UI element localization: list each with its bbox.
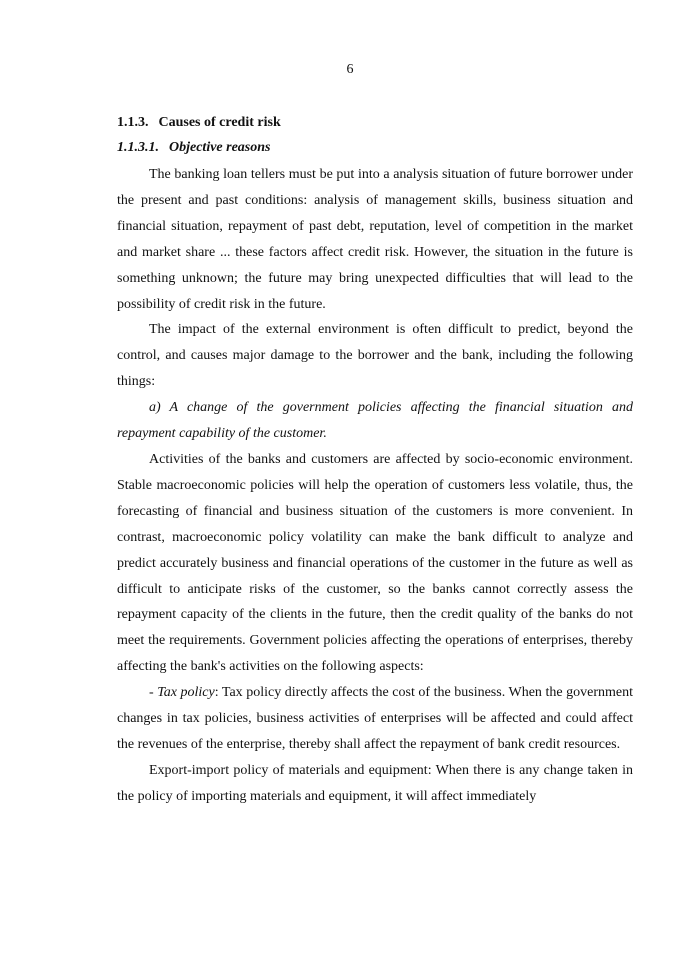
- page-number: 6: [346, 62, 354, 77]
- subsection-number: 1.1.3.1.: [117, 140, 159, 155]
- subsection-title: Objective reasons: [169, 140, 271, 155]
- subsection-heading: [117, 134, 633, 162]
- paragraph-4: Activities of the banks and customers are affected by socio-economic environment. Stable macroeconomic policies will help the operation of customers less volatile, thus, the forecasting of financial and business situation of the customers is more convenient. In contrast, macroeconomic policy volatility can make the bank difficult to analyze and predict accurately business and financial operations of the customer in the future as well as difficult to anticipate risks of the customer, so the banks cannot correctly assess the repayment capacity of the clients in the future, then the credit quality of the banks do not meet the requirements. Government policies affecting the operations of enterprises, thereby affecting the bank's activities on the following aspects:: [117, 451, 633, 675]
- paragraph-5-tax-policy: [117, 680, 633, 758]
- paragraph-3-policy-heading: a) A change of the government policies affecting the financial situation and repayment capability of the customer.: [117, 400, 633, 442]
- tax-policy-term: Tax policy: [157, 685, 215, 701]
- paragraph-6: Export-import policy of materials and equipment: When there is any change taken in the policy of importing materials and equipment, it will affect immediately: [117, 762, 633, 804]
- section-title: Causes of credit risk: [158, 115, 281, 130]
- paragraph-2: The impact of the external environment is often difficult to predict, beyond the control, and causes major damage to the borrower and the bank, including the following things:: [117, 322, 633, 390]
- section-heading: [117, 112, 633, 134]
- page-content: [117, 112, 633, 810]
- bullet-dash: -: [149, 685, 158, 701]
- tax-policy-text: : Tax policy directly affects the cost of the business. When the government changes in tax policies, business activities of enterprises will be affected and could affect the revenues of the enterprise, thereby shall affect the repayment of bank credit resources.: [117, 685, 633, 752]
- paragraph-1: The banking loan tellers must be put into a analysis situation of future borrower under the present and past conditions: analysis of management skills, business situation and financial situation, repayment of past debt, reputation, level of competition in the market and market share ... these factors affect credit risk. However, the situation in the future is something unknown; the future may bring unexpected difficulties that will lead to the possibility of credit risk in the future.: [117, 167, 633, 312]
- section-number: 1.1.3.: [117, 115, 149, 130]
